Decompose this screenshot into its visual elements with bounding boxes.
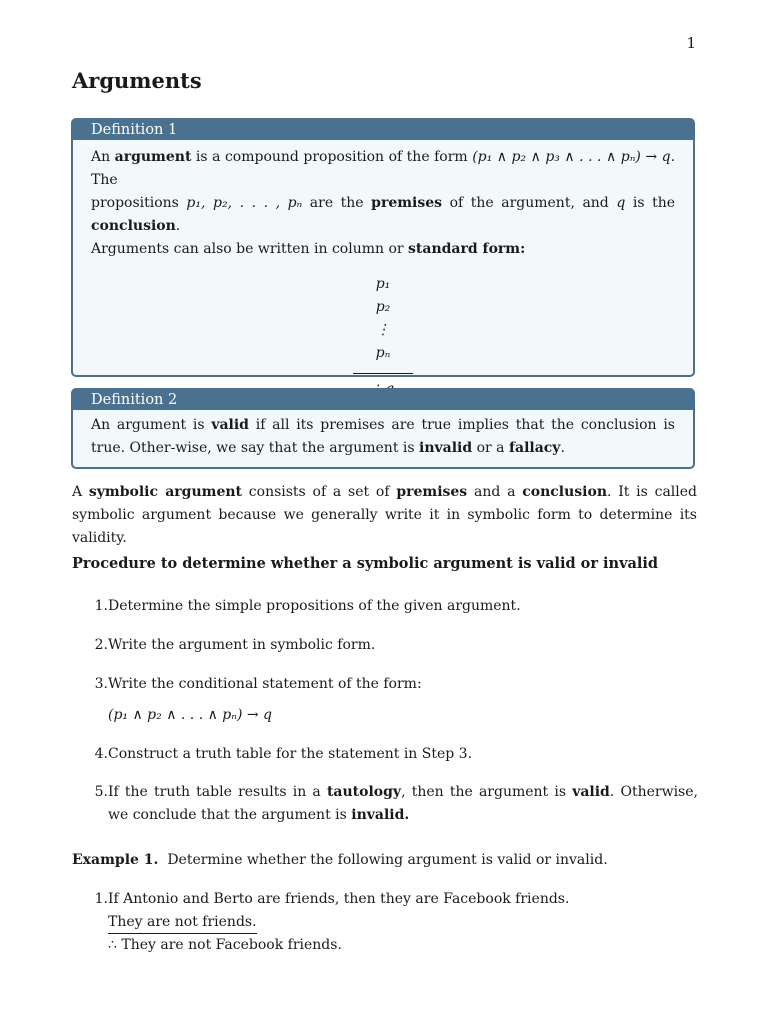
procedure-step [72, 743, 698, 766]
text: are the [302, 195, 372, 211]
text: An [91, 149, 115, 165]
term-standard-form: standard form: [408, 241, 526, 257]
definition-1-body [73, 140, 693, 407]
text: A [72, 484, 89, 500]
premise-1: If Antonio and Berto are friends, then they are Facebook friends. [108, 891, 570, 907]
text: consists of a set of [242, 484, 397, 500]
term-premises: premises [396, 484, 468, 500]
term-conclusion: conclusion [522, 484, 607, 500]
example-label: Example 1. [72, 852, 159, 868]
example-item [72, 888, 698, 957]
text: , then the argument is [401, 784, 573, 800]
text: propositions [91, 195, 187, 211]
definition-1-box [71, 118, 695, 377]
term-symbolic-argument: symbolic argument [88, 484, 243, 500]
vertical-ellipsis: ⋮ [376, 322, 390, 338]
standard-form [353, 273, 413, 401]
text: If the truth table results in a [108, 784, 327, 800]
argument-formula: (p₁ ∧ p₂ ∧ p₃ ∧ . . . ∧ pₙ) → q [472, 149, 671, 165]
text: . It is called symbolic argument because we generally write it in symbolic form to determine its validity. [72, 484, 698, 546]
definition-2-header: Definition 2 [73, 390, 693, 410]
term-conclusion: conclusion [91, 218, 176, 234]
conditional-formula: (p₁ ∧ p₂ ∧ . . . ∧ pₙ) → q [108, 707, 272, 723]
text: . [175, 218, 181, 234]
premise-2: They are not friends. [108, 912, 257, 934]
definition-2-body [73, 410, 693, 466]
text: of the argument, and [442, 195, 617, 211]
text: . [560, 440, 565, 456]
procedure-step [72, 634, 698, 657]
term-premises: premises [371, 195, 443, 211]
conclusion-symbol: q [616, 195, 626, 211]
text: and a [467, 484, 523, 500]
procedure-heading: Procedure to determine whether a symbolic argument is valid or invalid [72, 555, 659, 572]
item-body [108, 888, 698, 957]
text: is the [625, 195, 675, 211]
conclusion: ∴ They are not Facebook friends. [108, 937, 342, 953]
step-text: Construct a truth table for the statement in Step 3. [108, 746, 473, 762]
item-number: 1. [94, 891, 108, 907]
step-number: 4. [94, 746, 108, 762]
example-1 [72, 849, 608, 872]
definition-2-box [71, 388, 695, 469]
text: Arguments can also be written in column or [91, 241, 409, 257]
step-number: 5. [94, 784, 108, 800]
page-number: 1 [686, 34, 696, 52]
procedure-step [72, 673, 698, 727]
text: if all its premises are true implies that the conclusion is true. Other-wise, we say that the argument is [91, 417, 675, 456]
propositions-list: p₁, p₂, . . . , pₙ [186, 195, 303, 211]
step-number: 1. [94, 598, 108, 614]
term-valid: valid [572, 784, 610, 800]
section-title: Arguments [72, 68, 202, 93]
definition-1-line-2 [91, 192, 675, 238]
premise-n: pₙ [375, 345, 391, 361]
text: . The [91, 149, 676, 188]
term-tautology: tautology [326, 784, 402, 800]
example-prompt: Determine whether the following argument is valid or invalid. [167, 852, 608, 868]
term-fallacy: fallacy [508, 440, 561, 456]
procedure-step [72, 595, 698, 618]
term-invalid: invalid [419, 440, 473, 456]
step-number: 2. [94, 637, 108, 653]
procedure-step [72, 781, 698, 827]
term-argument: argument [114, 149, 192, 165]
definition-1-line-1: An argument is a compound proposition of the form (p₁ ∧ p₂ ∧ p₃ ∧ . . . ∧ pₙ) → q. The [91, 149, 676, 188]
step-text: Write the argument in symbolic form. [108, 637, 376, 653]
step-number: 3. [94, 676, 108, 692]
text: . Otherwise, we conclude that the argument is [108, 784, 698, 823]
term-invalid: invalid. [351, 807, 410, 823]
step-text: Write the conditional statement of the form: [108, 676, 422, 692]
text: An argument is [91, 417, 212, 433]
definition-1-line-3 [91, 238, 675, 261]
symbolic-argument-paragraph [72, 481, 697, 550]
text: or a [472, 440, 509, 456]
premise-1: p₁ [375, 276, 391, 292]
step-text [108, 781, 698, 827]
term-valid: valid [211, 417, 249, 433]
conclusion-rule [353, 373, 413, 374]
definition-1-header: Definition 1 [73, 120, 693, 140]
step-text: Determine the simple propositions of the given argument. [108, 598, 521, 614]
premise-2: p₂ [375, 299, 391, 315]
